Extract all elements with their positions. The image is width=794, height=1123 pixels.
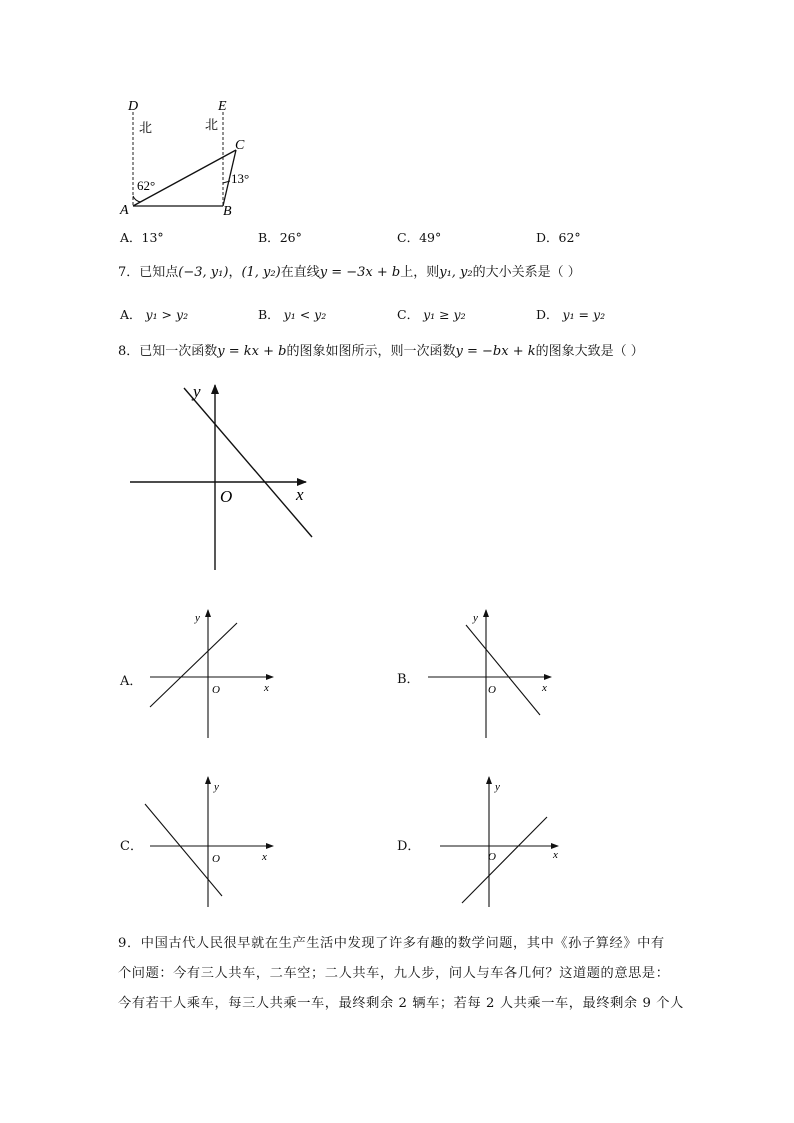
q7-option-b[interactable]: B． y₁ < y₂ [258, 307, 327, 322]
question-9-line-2: 个问题：今有三人共车，二车空；二人共车，九人步，问人与车各几何？这道题的意思是： [118, 966, 670, 981]
label-d: D [128, 99, 139, 114]
point-1: (−3, y₁) [178, 265, 229, 280]
north-label-1: 北 [139, 120, 153, 135]
origin-label: O [488, 684, 496, 696]
equation-1: y = kx + b [217, 344, 287, 359]
origin-label: O [212, 684, 220, 696]
x-axis-label: x [296, 485, 304, 504]
x-axis-label: x [553, 849, 558, 861]
north-label-2: 北 [205, 117, 219, 132]
q7-option-c[interactable]: C． y₁ ≥ y₂ [397, 307, 466, 322]
point-2: (1, y₂) [241, 265, 281, 280]
q6-option-c[interactable]: C．49° [397, 230, 442, 245]
y-axis-label: y [195, 612, 200, 624]
graph-option-c[interactable] [140, 772, 280, 912]
q6-option-a[interactable]: A．13° [120, 230, 164, 245]
label-c: C [235, 138, 245, 153]
function-line [184, 388, 312, 537]
q7-option-a[interactable]: A． y₁ > y₂ [120, 307, 189, 322]
graph-option-a-label[interactable]: A． [120, 674, 143, 689]
angle-arc-a [133, 196, 141, 202]
function-line [466, 625, 540, 715]
y-axis-label: y [495, 781, 500, 793]
x-axis-label: x [262, 851, 267, 863]
graph-option-a[interactable] [140, 605, 280, 745]
question-9-line-3: 今有若干人乘车，每三人共乘一车，最终剩余 2 辆车；若每 2 人共乘一车，最终剩余 9 个人 [118, 996, 684, 1011]
equation-2: y = −bx + k [455, 344, 536, 359]
x-axis-label: x [264, 682, 269, 694]
label-b: B [223, 204, 232, 219]
question-7: 7．已知点(−3, y₁)，(1, y₂)在直线y = −3x + b上，则y₁, y₂的大小关系是（ ） [118, 265, 581, 280]
function-line [462, 817, 547, 903]
graph-option-b-label[interactable]: B． [397, 672, 420, 687]
y-axis-label: y [473, 612, 478, 624]
label-e: E [218, 99, 227, 114]
angle-label-b: 13° [231, 171, 250, 186]
function-line [145, 804, 222, 896]
main-graph [120, 375, 320, 575]
origin-label: O [488, 851, 496, 863]
y-axis-label: y [214, 781, 219, 793]
graph-option-b[interactable] [418, 605, 558, 745]
label-a: A [120, 203, 129, 218]
y-axis-label: y [193, 382, 201, 401]
line-equation: y = −3x + b [319, 265, 401, 280]
question-9-line-1: 9．中国古代人民很早就在生产生活中发现了许多有趣的数学问题，其中《孙子算经》中有 [118, 936, 665, 951]
question-8: 8．已知一次函数y = kx + b的图象如图所示，则一次函数y = −bx + k的图象大致是（ ） [118, 344, 644, 359]
q6-option-b[interactable]: B．26° [258, 230, 302, 245]
q7-option-d[interactable]: D． y₁ = y₂ [536, 307, 606, 322]
origin-label: O [220, 487, 233, 506]
x-axis-label: x [542, 682, 547, 694]
angle-label-a: 62° [137, 178, 156, 193]
graph-option-d[interactable] [420, 772, 565, 912]
origin-label: O [212, 853, 220, 865]
graph-option-d-label[interactable]: D． [397, 839, 421, 854]
compass-triangle-figure [110, 92, 290, 222]
graph-option-c-label[interactable]: C． [120, 839, 143, 854]
function-line [150, 623, 237, 707]
q6-option-d[interactable]: D．62° [536, 230, 581, 245]
